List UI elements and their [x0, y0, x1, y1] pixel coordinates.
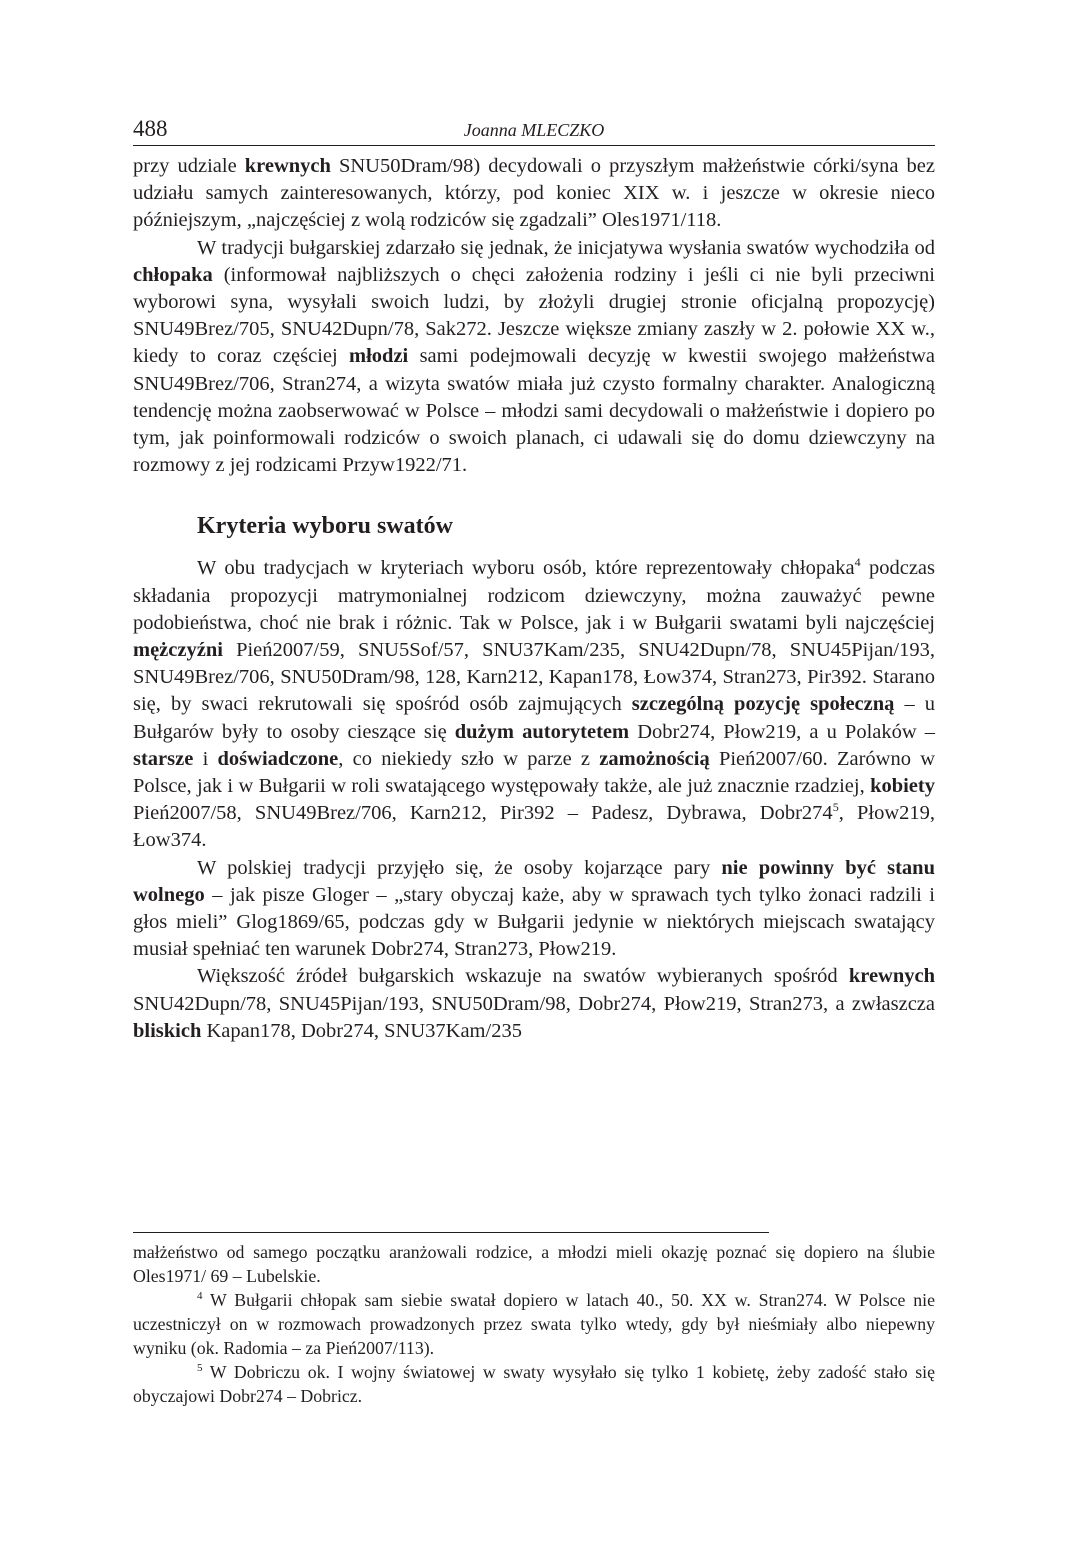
footnote-number: 5 — [197, 1362, 203, 1374]
footnote-rule — [133, 1232, 769, 1233]
text-run: i — [193, 747, 218, 770]
footnote-5 — [133, 1360, 935, 1408]
bold-term: starsze — [133, 747, 194, 770]
page-number: 488 — [133, 116, 168, 141]
text-run: Pień2007/58, SNU49Brez/706, Karn212, Pir392 – Padesz, Dybrawa, Dobr274 — [133, 802, 833, 825]
paragraph-4 — [133, 855, 935, 964]
bold-term: doświadczone — [217, 747, 339, 770]
text-run: , co niekiedy szło w parze z — [338, 747, 600, 770]
text-run: przy udziale — [133, 155, 245, 177]
bold-term: bliskich — [133, 1019, 202, 1042]
bold-term: mężczyźni — [133, 639, 223, 662]
footnote-number: 4 — [197, 1290, 203, 1302]
bold-term: nie powinny być stanu wolnego — [133, 856, 935, 906]
bold-term: zamożnością — [599, 747, 710, 770]
footnotes — [133, 1240, 935, 1408]
text-run: Dobr274, Płow219, a u Polaków – — [629, 720, 936, 743]
text-run: , Płow219, Łow374. — [133, 802, 936, 852]
paragraph-1 — [133, 153, 935, 235]
footnote-4 — [133, 1288, 935, 1360]
footnote-ref-4[interactable]: 4 — [854, 555, 861, 570]
bold-term: młodzi — [349, 345, 409, 368]
running-header — [133, 114, 935, 144]
text-run: – jak pisze Gloger – „stary obyczaj każe, aby w sprawach tych tylko żonaci radzili i głos mieli” Glog1869/65, podczas gdy w Bułgarii jedynie w niektórych miejscach swatający musiał spełniać ten warunek Dobr274, Stran273, Płow219. — [133, 883, 935, 961]
body-text — [133, 153, 935, 1045]
text-run: W tradycji bułgarskiej zdarzało się jednak, że inicjatywa wysłania swatów wychodziła od — [197, 236, 935, 259]
section-heading: Kryteria wyboru swatów — [197, 513, 453, 540]
text-run: Pień2007/59, SNU5Sof/57, SNU37Kam/235, SNU42Dupn/78, SNU45Pijan/193, SNU49Brez/706, SNU50Dram/98, 128, Karn212, Kapan178, Łow374, Stran273, Pir392. Starano się, by swaci rekrutowali się spośród osób zajmujących — [133, 639, 935, 716]
text-run: SNU50Dram/98) decydowali o przyszłym małżeństwie córki/syna bez udziału samych zainteresowanych, którzy, pod koniec XIX w. i jeszcze w okresie nieco późniejszym, „najczęściej z wolą rodziców się zgadzali” Oles1971/118. — [133, 155, 935, 232]
footnote-continuation: małżeństwo od samego początku aranżowali rodzice, a młodzi mieli okazję poznać się dopiero na ślubie Oles1971/ 69 – Lubelskie. — [133, 1242, 935, 1286]
text-run: sami podejmowali decyzję w kwestii swojego małżeństwa SNU49Brez/706, Stran274, a wizyta swatów miała już czysto formalny charakter. Analogiczną tendencję można zaobserwować w Polsce – młodzi sami decydowali o małżeństwie i dopiero po tym, jak poinformowali rodziców o swoich planach, ci udawali się do domu dziewczyny na rozmowy z jej rodzicami Przyw1922/71. — [133, 345, 935, 477]
paragraph-5 — [133, 963, 935, 1045]
text-run: podczas składania propozycji matrymonialnej rodzicom dziewczyny, można zauważyć pewne podobieństwa, choć nie brak i różnic. Tak w Polsce, jak i w Bułgarii swatami byli najczęściej — [133, 557, 935, 634]
text-run: – u Bułgarów były to osoby cieszące się — [133, 693, 935, 743]
paragraph-3 — [133, 555, 935, 854]
header-rule — [133, 145, 935, 146]
bold-term: kobiety — [870, 775, 935, 798]
footnote-ref-5[interactable]: 5 — [832, 800, 839, 815]
bold-term: krewnych — [848, 965, 935, 988]
bold-term: krewnych — [244, 155, 331, 177]
footnote-text: W Bułgarii chłopak sam siebie swatał dopiero w latach 40., 50. XX w. Stran274. W Polsce nie uczestniczył on w rozmowach prowadzonych przez swata tylko wtedy, gdy był nieśmiały albo niepewny wyniku (ok. Radomia – za Pień2007/113). — [133, 1290, 935, 1358]
text-run: Większość źródeł bułgarskich wskazuje na swatów wybieranych spośród — [197, 965, 849, 988]
text-run: SNU42Dupn/78, SNU45Pijan/193, SNU50Dram/98, Dobr274, Płow219, Stran273, a zwłaszcza — [133, 992, 935, 1015]
text-run: (informował najbliższych o chęci założenia rodziny i jeśli ci nie byli przeciwni wyborowi syna, wysyłali swoich ludzi, by złożyli drugiej stronie oficjalną propozycję) SNU49Brez/705, SNU42Dupn/78, Sak272. Jeszcze większe zmiany zaszły w 2. połowie XX w., kiedy to coraz częściej — [133, 263, 935, 368]
text-run: W obu tradycjach w kryteriach wyboru osób, które reprezentowały chłopaka — [197, 557, 855, 580]
bold-term: dużym autorytetem — [454, 720, 630, 743]
footnote-text: W Dobriczu ok. I wojny światowej w swaty wysyłało się tylko 1 kobietę, żeby zadość stało się obyczajowi Dobr274 – Dobricz. — [133, 1362, 935, 1406]
text-run: W polskiej tradycji przyjęło się, że osoby kojarzące pary — [197, 856, 722, 879]
running-head-author: Joanna MLECZKO — [463, 120, 605, 140]
bold-term: szczególną pozycję społeczną — [631, 693, 895, 716]
paragraph-2 — [133, 235, 935, 480]
text-run: Kapan178, Dobr274, SNU37Kam/235 — [201, 1019, 522, 1042]
bold-term: chłopaka — [133, 263, 213, 286]
text-run: Pień2007/60. Zarówno w Polsce, jak i w Bułgarii w roli swatającego występowały także, ale już znacznie rzadziej, — [133, 747, 935, 798]
